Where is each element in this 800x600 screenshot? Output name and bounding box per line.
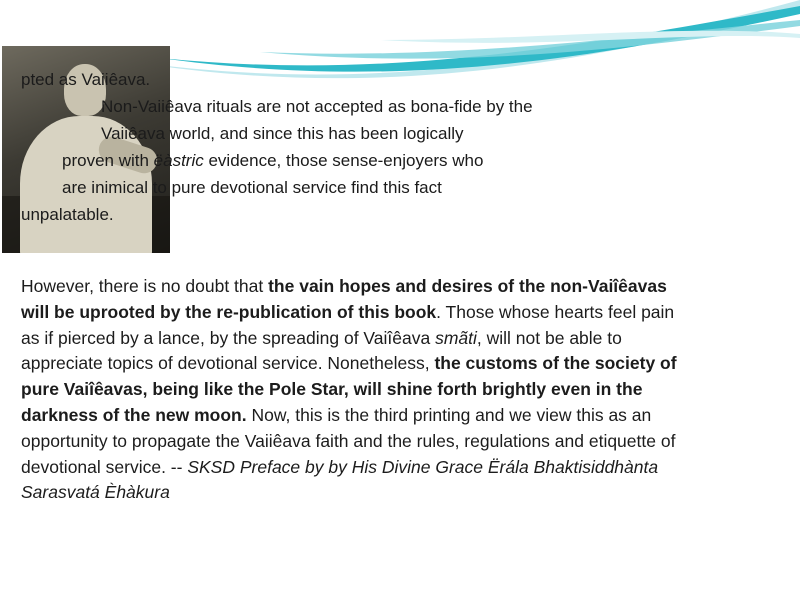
body-bold-1: the vain hopes and desires of the non-Vaiîêavas will be uprooted by the re-publication of this book [21,276,667,322]
citation-italic: SKSD Preface by by His Divine Grace Ërála Bhaktisiddhànta Sarasvatá Èhàkura [21,456,659,503]
main-paragraph [21,274,691,506]
body-italic-1: smãti [435,327,477,348]
intro-line-2: Non-Vaiiêava rituals are not accepted as bona-fide by the [101,97,533,116]
body-text-3: , will not be able to appreciate topics of devotional service. Nonetheless, [21,327,622,374]
intro-line-4-italic: ëàstric [153,151,204,170]
intro-line-4-c: evidence, those sense-enjoyers who [203,151,484,170]
body-text-2: . Those whose hearts feel pain as if pierced by a lance, by the spreading of Vaiîêava [21,301,675,348]
intro-line-4-a: proven with [62,151,154,170]
intro-line-6: unpalatable. [21,205,114,224]
intro-line-5: are inimical to pure devotional service find this fact [62,178,442,197]
intro-line-1: pted as Vaiiêava. [21,70,151,89]
body-text-1: However, there is no doubt that [21,276,269,296]
body-text-4: Now, this is the third printing and we view this as an opportunity to propagate the Vaiiêava faith and the rules, regulations and etiquette of devotional service. -- [21,404,676,477]
intro-line-3: Vaiiêava world, and since this has been logically [101,124,464,143]
intro-line-4 [62,147,483,174]
body-bold-2: the customs of the society of pure Vaiîêavas, being like the Pole Star, will shine forth brightly even in the darkness of the new moon. [21,353,677,425]
